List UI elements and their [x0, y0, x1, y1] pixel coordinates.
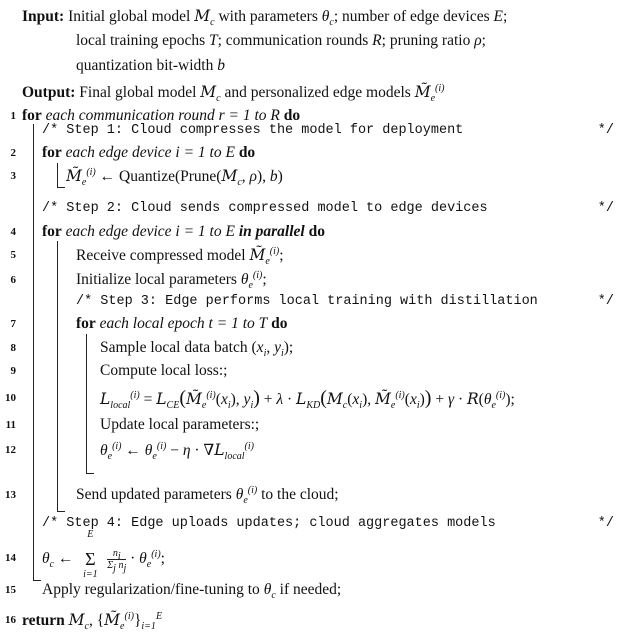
comment-step4-end: */: [597, 516, 614, 531]
line-5: Receive compressed model $M̃_e^{(i)}$;: [76, 245, 284, 268]
line-number-7: 7: [10, 318, 16, 330]
line-9: Compute local loss:;: [100, 362, 228, 379]
line-13: Send updated parameters $\theta_e^{(i)}$ to the cloud;: [76, 484, 339, 507]
line-number-10: 10: [5, 392, 16, 404]
line-10: $L_{local}^{(i)}$ = $L_{CE}(M̃_e^{(i)}(x_i)$, $y_i) + \lambda \cdot L_{KD}(M_c(x_i)$, $M̃_e^{(i)}(x_i)) + \gamma \cdot R(\theta_e^{(i)})$;: [100, 387, 515, 412]
line-15: Apply regularization/fine-tuning to $\theta_c$ if needed;: [42, 581, 342, 602]
comment-step1-end: */: [597, 123, 614, 138]
input-label: Input:: [22, 8, 65, 25]
block-cap-compress: [57, 187, 65, 188]
input-line-1: [22, 6, 507, 27]
line-16: return $M_c$, $\{M̃_e^{(i)}\}_{i=1}^E$: [22, 610, 163, 633]
line-number-4: 4: [10, 226, 16, 238]
line-14: $\theta_c$ ← E Σ i=1 $\frac{n_i}{\Sigma_j n_j}$ · $\theta_e^{(i)}$;: [42, 528, 165, 580]
line-number-5: 5: [10, 249, 16, 261]
line-number-2: 2: [10, 147, 16, 159]
line-number-13: 13: [5, 489, 16, 501]
line-number-9: 9: [10, 365, 16, 377]
line-1: for each communication round r = 1 to R do: [22, 107, 301, 124]
block-bar-parallel: [57, 241, 58, 511]
line-number-6: 6: [10, 274, 16, 286]
comment-step2: /* Step 2: Cloud sends compressed model to edge devices: [42, 201, 488, 216]
line-number-3: 3: [10, 170, 16, 182]
line-12: $\theta_e^{(i)}$ ← $\theta_e^{(i)} - \eta \cdot \nabla L_{local}^{(i)}$: [100, 440, 254, 463]
comment-step3-end: */: [597, 294, 614, 309]
line-8: Sample local data batch ($x_i$, $y_i$);: [100, 339, 294, 360]
line-number-1: 1: [10, 110, 16, 122]
block-bar-epoch: [86, 334, 87, 473]
comment-step4: /* Step 4: Edge uploads updates; cloud aggregates models: [42, 516, 496, 531]
input-line-2: local training epochs T; communication rounds R; pruning ratio ρ;: [76, 32, 486, 49]
line-2: for each edge device i = 1 to E do: [42, 144, 256, 161]
line-number-8: 8: [10, 342, 16, 354]
comment-step3: /* Step 3: Edge performs local training with distillation: [76, 294, 538, 309]
block-bar-compress: [57, 163, 58, 187]
input-line-3: quantization bit-width b: [76, 57, 225, 74]
line-number-16: 16: [5, 614, 16, 626]
comment-step1: /* Step 1: Cloud compresses the model for deployment: [42, 123, 464, 138]
block-cap-parallel: [57, 511, 65, 512]
line-6: Initialize local parameters $\theta_e^{(i)}$;: [76, 269, 267, 292]
line-number-15: 15: [5, 584, 16, 596]
line-number-11: 11: [5, 419, 16, 431]
line-number-12: 12: [5, 444, 16, 456]
line-7: for each local epoch t = 1 to T do: [76, 315, 288, 332]
output-label: Output:: [22, 84, 76, 101]
block-bar-round: [33, 124, 34, 580]
line-4: for each edge device i = 1 to E in parallel do: [42, 223, 325, 240]
comment-step2-end: */: [597, 201, 614, 216]
block-cap-epoch: [86, 473, 94, 474]
line-number-14: 14: [5, 552, 16, 564]
line-3: $M̃_e^{(i)}$ ← $Quantize(Prune(M_c$, ρ), b): [66, 166, 283, 189]
block-cap-round: [33, 580, 41, 581]
output-line: Output: Final global model $M_c$ and personalized edge models $M̃_e^{(i)}$: [22, 82, 445, 105]
input-text-1: Initial global model $M_c$ with parameters $\theta_c$; number of edge devices E;: [68, 7, 508, 29]
line-11: Update local parameters:;: [100, 416, 260, 433]
